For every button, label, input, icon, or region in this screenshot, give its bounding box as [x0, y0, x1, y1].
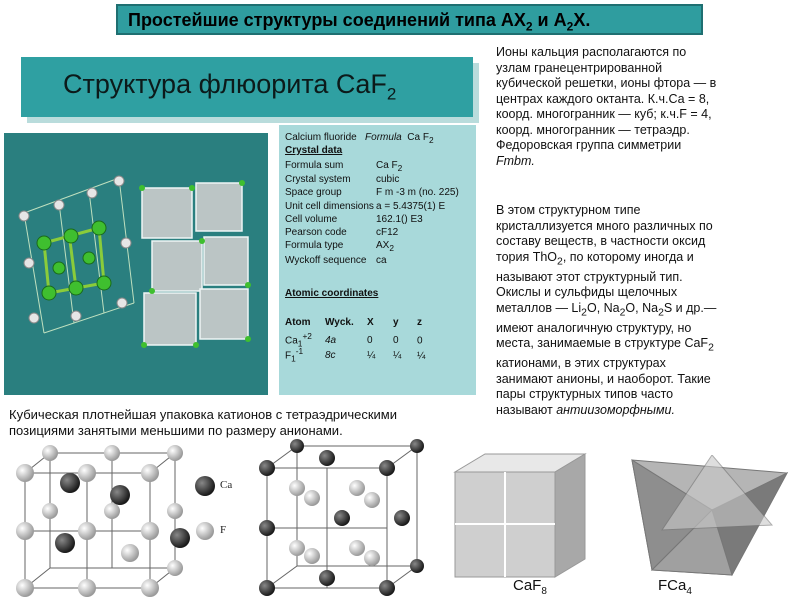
info-row: Pearson code cF12 [285, 227, 399, 238]
structure-banner [21, 57, 473, 117]
crystal-data-heading: Crystal data [285, 145, 343, 156]
banner-title: Структура флюорита CaF$_2$ [63, 69, 397, 104]
atomic-coordinates-heading: Atomic coordinates [285, 288, 379, 299]
info-row: Formula type $AX_2$ [285, 240, 394, 253]
legend-ca: Ca [220, 479, 233, 491]
info-row: Wyckoff sequence ca [285, 255, 387, 266]
packing-diagram [10, 443, 250, 598]
paragraph-structure-type: В этом структурном типе кристаллизуется много различных по составу веществ, в частности оксид тория ThO$_2$, по которому иногда и называют этот структурный тип. Окислы и сульфиды щелочных металлов — $Li_2O$, $Na_2O$, $Na_2S$ и др.— имеют аналогичную структуру, но места, занимаемые в структуре CaF$_2$ катионами, в этих структурах занимают анионы, и наоборот. Такие пары структурных типов часто называют антиизоморфными. [496, 203, 717, 417]
f-legend-marker [196, 522, 214, 540]
crystal-model-image [4, 133, 268, 395]
tetrahedron-label: FCa$_4$ [658, 577, 692, 597]
info-row: Unit cell dimensions a = 5.4375(1) E [285, 201, 446, 212]
slide-title: Простейшие структуры соединений типа $АХ_2$ и $А_2Х$. [128, 10, 591, 34]
atom-row: $F_1^{-1}$ 8c ¼ ¼ ¼ [285, 346, 426, 364]
crystal-info-panel [279, 125, 476, 395]
figure-caption: Кубическая плотнейшая упаковка катионов с тетраэдрическими позициями занятыми меньшими по размеру анионами. [9, 407, 397, 438]
info-row: Space group F m -3 m (no. 225) [285, 187, 459, 198]
info-row: Crystal system cubic [285, 174, 400, 185]
cube-label: CaF$_8$ [513, 577, 547, 597]
title-bar [116, 4, 703, 35]
info-header: Calcium fluoride Formula Ca $F_2$ [285, 132, 434, 145]
atom-row: $Ca_1^{+2}$ 4a 0 0 0 [285, 331, 423, 349]
paragraph-fluorite-description: Ионы кальция располагаются по узлам гранецентрированной кубической решетки, ионы фтора — в центрах каждого октанта. К.ч.Са = 8, коорд. многогранник — куб; к.ч.F = 4, коорд. многогранник — тетраэдр. Федоровская группа симметрии Fmbm. [496, 45, 717, 168]
tetrahedron-coordination-polyhedron [622, 455, 794, 600]
atom-table-header: Atom Wyck. X y z [285, 317, 422, 328]
ca-legend-marker [195, 476, 215, 496]
cube-coordination-polyhedron [447, 452, 597, 598]
info-row: Cell volume 162.1() E3 [285, 214, 423, 225]
info-row: Formula sum Ca $F_2$ [285, 160, 403, 173]
legend-f: F [220, 524, 227, 536]
fluorite-unit-cell [252, 438, 437, 598]
